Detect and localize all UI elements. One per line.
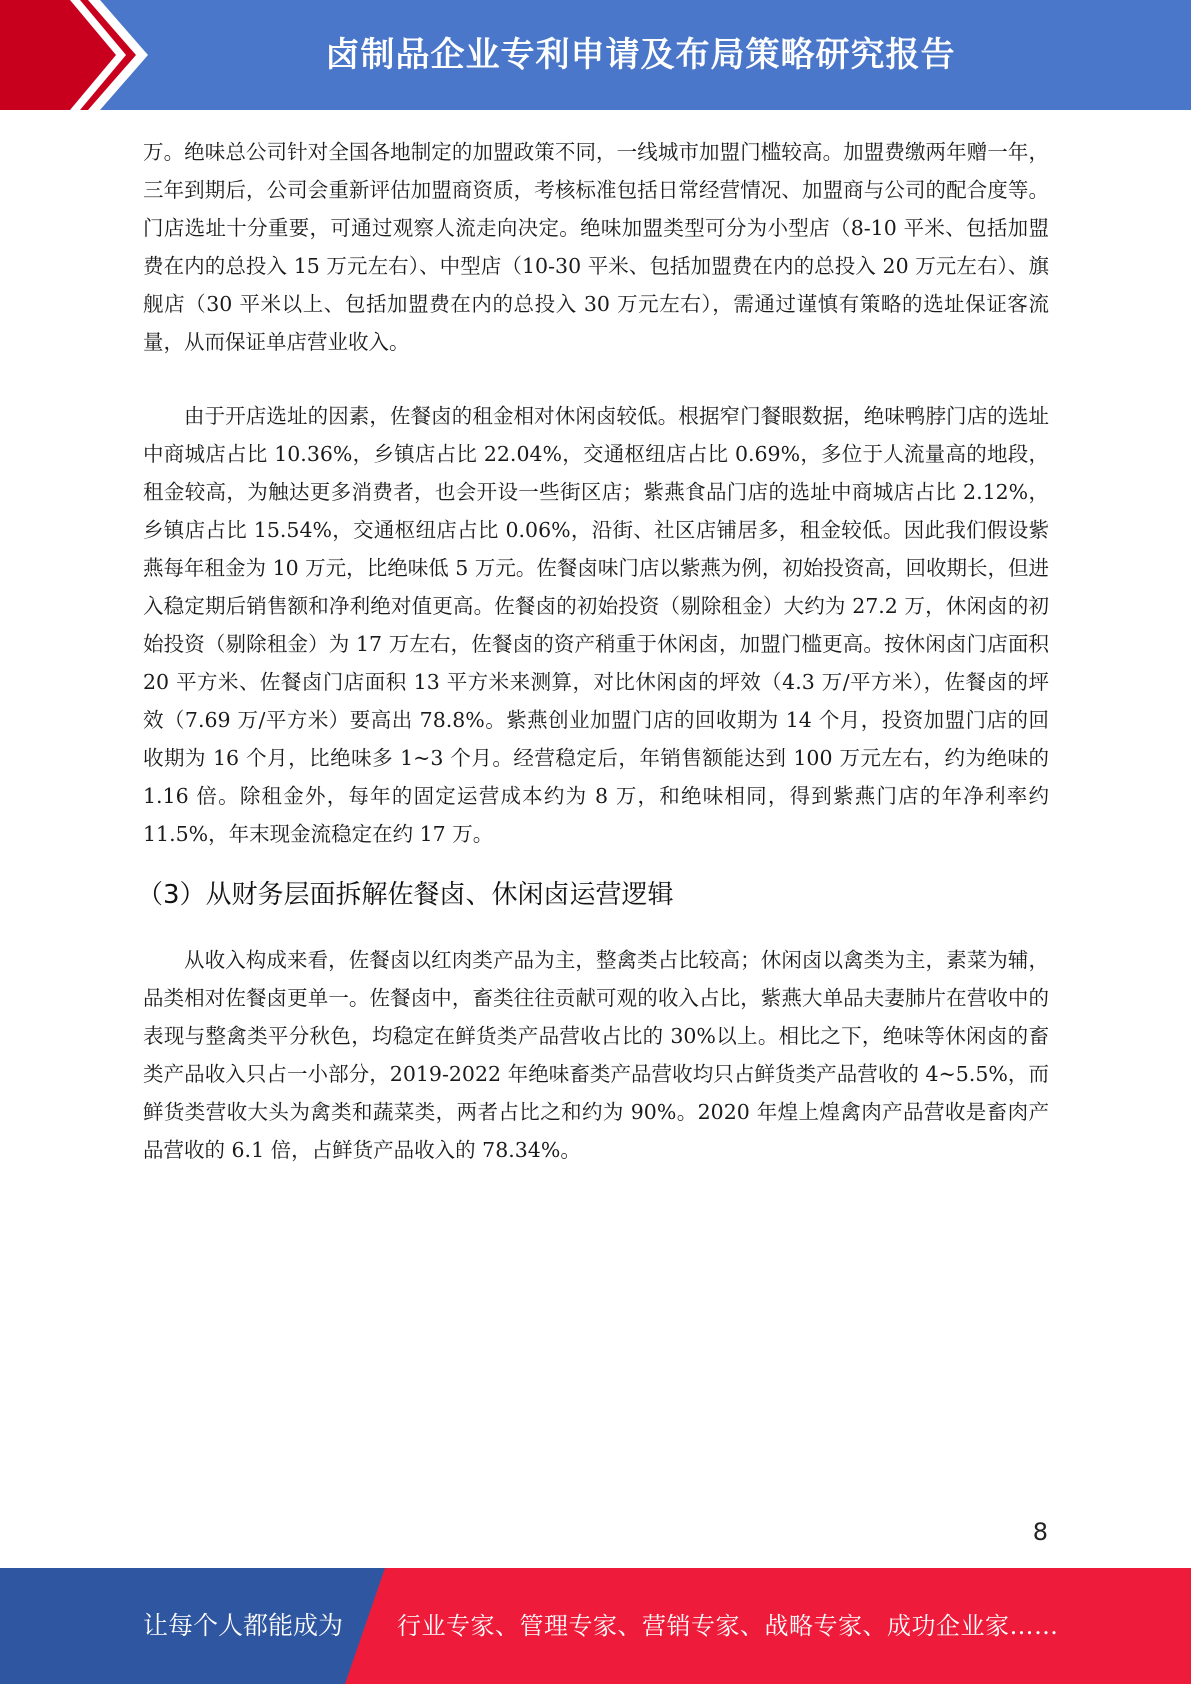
paragraph-spacer (143, 361, 1049, 397)
body-paragraph-3: 从收入构成来看，佐餐卤以红肉类产品为主，整禽类占比较高；休闲卤以禽类为主，素菜为辅，品类相对佐餐卤更单一。佐餐卤中，畜类往往贡献可观的收入占比，紫燕大单品夫妻肺片在营收中的表现与整禽类平分秋色，均稳定在鲜货类产品营收占比的 30%以上。相比之下，绝味等休闲卤的畜类产品收入只占一小部分，2019-2022 年绝味畜类产品营收均只占鲜货类产品营收的 4~5.5%，而鲜货类营收大头为禽类和蔬菜类，两者占比之和约为 90%。2020 年煌上煌禽肉产品营收是畜肉产品营收的 6.1 倍，占鲜货产品收入的 78.34%。 (143, 948, 1049, 1162)
footer-band (0, 1568, 1191, 1684)
header-band (0, 0, 1191, 110)
footer-slogan-right: 行业专家、管理专家、营销专家、战略专家、成功企业家…… (397, 1612, 1059, 1640)
footer-slogan-left: 让每个人都能成为 (143, 1611, 344, 1640)
body-paragraph-1: 万。绝味总公司针对全国各地制定的加盟政策不同，一线城市加盟门槛较高。加盟费缴两年赠一年，三年到期后，公司会重新评估加盟商资质，考核标准包括日常经营情况、加盟商与公司的配合度等。门店选址十分重要，可通过观察人流走向决定。绝味加盟类型可分为小型店（8-10 平米、包括加盟费在内的总投入 15 万元左右）、中型店（10-30 平米、包括加盟费在内的总投入 20 万元左右）、旗舰店（30 平米以上、包括加盟费在内的总投入 30 万元左右），需通过谨慎有策略的选址保证客流量，从而保证单店营业收入。 (143, 140, 1049, 354)
body-paragraph-2: 由于开店选址的因素，佐餐卤的租金相对休闲卤较低。根据窄门餐眼数据，绝味鸭脖门店的选址中商城店占比 10.36%，乡镇店占比 22.04%，交通枢纽店占比 0.69%，多位于人流量高的地段，租金较高，为触达更多消费者，也会开设一些街区店；紫燕食品门店的选址中商城店占比 2.12%，乡镇店占比 15.54%，交通枢纽店占比 0.06%，沿街、社区店铺居多，租金较低。因此我们假设紫燕每年租金为 10 万元，比绝味低 5 万元。佐餐卤味门店以紫燕为例，初始投资高，回收期长，但进入稳定期后销售额和净利绝对值更高。佐餐卤的初始投资（剔除租金）大约为 27.2 万，休闲卤的初始投资（剔除租金）为 17 万左右，佐餐卤的资产稍重于休闲卤，加盟门槛更高。按休闲卤门店面积 20 平方米、佐餐卤门店面积 13 平方米来测算，对比休闲卤的坪效（4.3 万/平方米），佐餐卤的坪效（7.69 万/平方米）要高出 78.8%。紫燕创业加盟门店的回收期为 14 个月，投资加盟门店的回收期为 16 个月，比绝味多 1~3 个月。经营稳定后，年销售额能达到 100 万元左右，约为绝味的 1.16 倍。除租金外，每年的固定运营成本约为 8 万，和绝味相同，得到紫燕门店的年净利率约 11.5%，年末现金流稳定在约 17 万。 (143, 404, 1049, 846)
document-title: 卤制品企业专利申请及布局策略研究报告 (325, 35, 956, 75)
main-content (137, 133, 1049, 1169)
section-heading: （3）从财务层面拆解佐餐卤、休闲卤运营逻辑 (137, 880, 674, 910)
page-number: 8 (1032, 1518, 1048, 1546)
